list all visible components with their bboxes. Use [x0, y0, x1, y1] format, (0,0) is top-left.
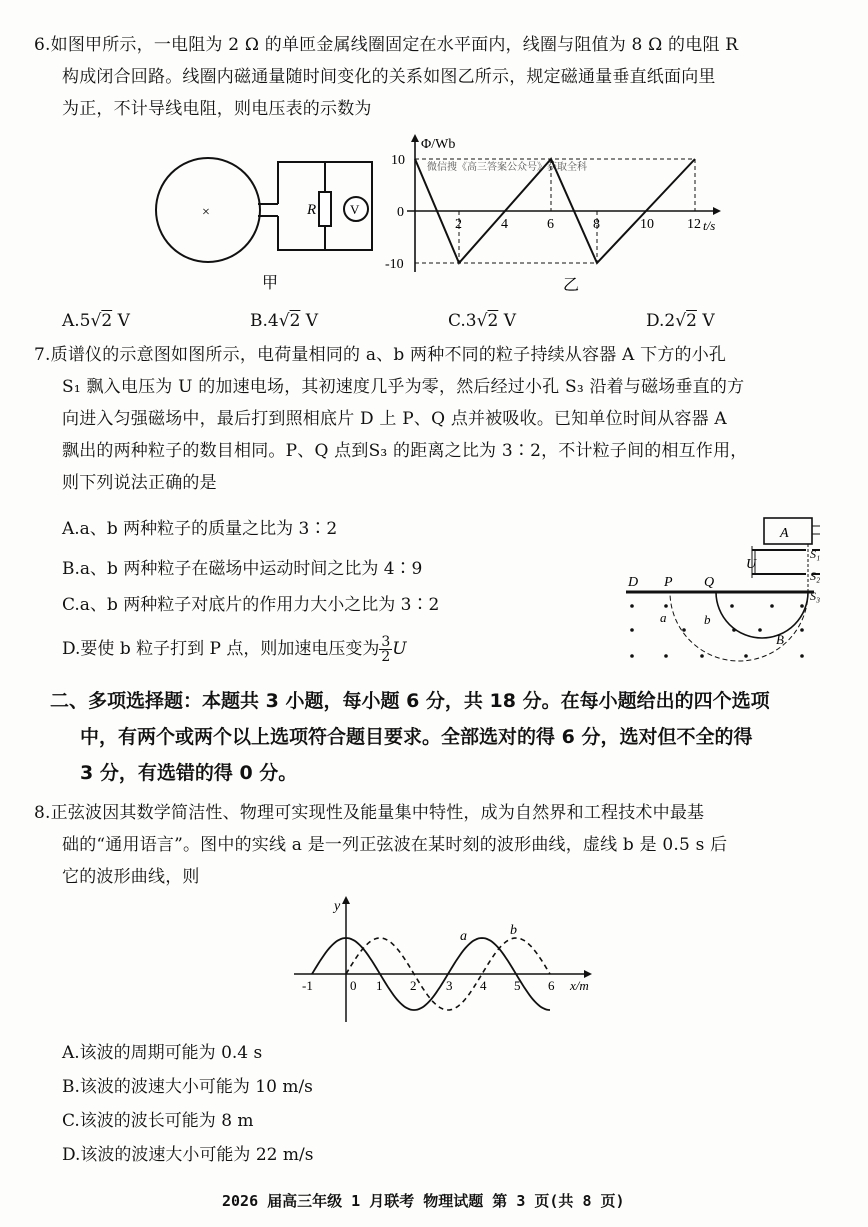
q6-option-c: C.3√2 V: [448, 311, 516, 331]
trajectory-b: [716, 592, 808, 638]
x-tick-10: 10: [640, 217, 654, 232]
voltmeter-label: V: [350, 202, 360, 217]
q7-option-c: C.a、b 两种粒子对底片的作用力大小之比为 3∶2: [62, 595, 440, 615]
svg-text:x/m: x/m: [570, 978, 589, 993]
section2-heading-line-2: 中，有两个或两个以上选项符合题目要求。全部选对的得 6 分，选对但不全的得: [80, 726, 753, 748]
fig-yi-caption: 乙: [563, 277, 580, 294]
q6-option-a: A.5√2 V: [62, 311, 130, 331]
q6-line-1: 6.如图甲所示，一电阻为 2 Ω 的单匝金属线圈固定在水平面内，线圈与阻值为 8 Ω 的电阻 R: [34, 35, 739, 55]
svg-text:a: a: [660, 610, 667, 625]
svg-text:b: b: [704, 612, 711, 627]
svg-text:1: 1: [376, 978, 383, 993]
q7-option-a: A.a、b 两种粒子的质量之比为 3∶2: [62, 519, 338, 539]
svg-text:B: B: [776, 632, 784, 647]
y-axis-label: Φ/Wb: [421, 137, 456, 152]
q8-option-d: D.该波的波速大小可能为 22 m/s: [62, 1145, 314, 1165]
q8-line-3: 它的波形曲线，则: [62, 867, 200, 887]
section2-heading-line-3: 3 分，有选错的得 0 分。: [80, 762, 298, 784]
magnetic-field-dots: [630, 604, 804, 658]
svg-text:S₁: S₁: [810, 547, 821, 561]
q6-figure-yi: [385, 132, 730, 302]
x-tick-4: 4: [501, 217, 508, 232]
q6-line-3: 为正，不计导线电阻，则电压表的示数为: [62, 99, 372, 119]
svg-text:-1: -1: [302, 978, 313, 993]
svg-text:6: 6: [548, 978, 555, 993]
trajectory-a: [670, 592, 808, 661]
section2-heading-line-1: 二、多项选择题：本题共 3 小题，每小题 6 分，共 18 分。在每小题给出的四个选项: [50, 690, 770, 712]
y-tick-neg10: -10: [385, 257, 404, 272]
resistor-label: R: [307, 202, 317, 218]
page-footer: 2026 届高三年级 1 月联考 物理试题 第 3 页(共 8 页): [222, 1192, 625, 1210]
q7-mass-spectrometer-figure: [622, 512, 832, 672]
svg-text:Q: Q: [704, 575, 715, 590]
svg-text:4: 4: [480, 978, 487, 993]
resistor-r: [319, 192, 331, 226]
svg-text:y: y: [334, 899, 341, 914]
y-tick-0: 0: [397, 205, 404, 220]
q6-line-2: 构成闭合回路。线圈内磁通量随时间变化的关系如图乙所示，规定磁通量垂直纸面向里: [62, 67, 716, 87]
q7-option-b: B.a、b 两种粒子在磁场中运动时间之比为 4∶9: [62, 559, 423, 579]
fig-jia-caption: 甲: [262, 275, 279, 292]
svg-text:5: 5: [514, 978, 521, 993]
x-tick-8: 8: [593, 217, 600, 232]
q8-line-2: 础的“通用语言”。图中的实线 a 是一列正弦波在某时刻的波形曲线，虚线 b 是 0.5 s 后: [62, 835, 728, 855]
q6-figure-jia: [150, 150, 390, 300]
q8-wave-figure: [288, 892, 608, 1032]
q7-line-2: S₁ 飘入电压为 U 的加速电场，其初速度几乎为零，然后经过小孔 S₃ 沿着与磁场垂直的方: [62, 377, 745, 397]
q7-line-1: 7.质谱仪的示意图如图所示，电荷量相同的 a、b 两种不同的粒子持续从容器 A 下方的小孔: [34, 345, 727, 365]
q7-line-3: 向进入匀强磁场中，最后打到照相底片 D 上 P、Q 点并被吸收。已知单位时间从容器 A: [62, 409, 727, 429]
q7-line-5: 则下列说法正确的是: [62, 473, 217, 493]
svg-text:S₂: S₂: [810, 569, 821, 583]
svg-text:A: A: [780, 526, 789, 541]
q8-option-c: C.该波的波长可能为 8 m: [62, 1111, 254, 1131]
x-tick-2: 2: [455, 217, 462, 232]
svg-text:0: 0: [350, 978, 357, 993]
svg-text:a: a: [460, 929, 467, 944]
q8-line-1: 8.正弦波因其数学简洁性、物理可实现性及能量集中特性，成为自然界和工程技术中最基: [34, 803, 705, 823]
q8-option-a: A.该波的周期可能为 0.4 s: [62, 1043, 263, 1063]
magnetic-field-cross: ×: [202, 205, 210, 220]
svg-text:b: b: [510, 923, 517, 938]
y-tick-10: 10: [391, 153, 405, 168]
svg-text:U: U: [746, 557, 757, 572]
x-tick-6: 6: [547, 217, 554, 232]
svg-text:2: 2: [410, 978, 417, 993]
svg-text:P: P: [664, 575, 673, 590]
x-axis-label: t/s: [703, 218, 716, 233]
q7-line-4: 飘出的两种粒子的数目相同。P、Q 点到S₃ 的距离之比为 3∶2，不计粒子间的相互作用，: [62, 441, 748, 461]
svg-text:D: D: [628, 575, 639, 590]
watermark-text: 微信搜《高三答案公众号》获取全科: [427, 162, 587, 173]
svg-text:S₃: S₃: [810, 589, 821, 603]
q6-option-d: D.2√2 V: [646, 311, 715, 331]
x-tick-12: 12: [687, 217, 701, 232]
svg-text:3: 3: [446, 978, 453, 993]
q8-option-b: B.该波的波速大小可能为 10 m/s: [62, 1077, 313, 1097]
q7-option-d: D.要使 b 粒子打到 P 点，则加速电压变为 $\frac{3}{2}$ U: [62, 634, 407, 665]
q6-option-b: B.4√2 V: [250, 311, 319, 331]
